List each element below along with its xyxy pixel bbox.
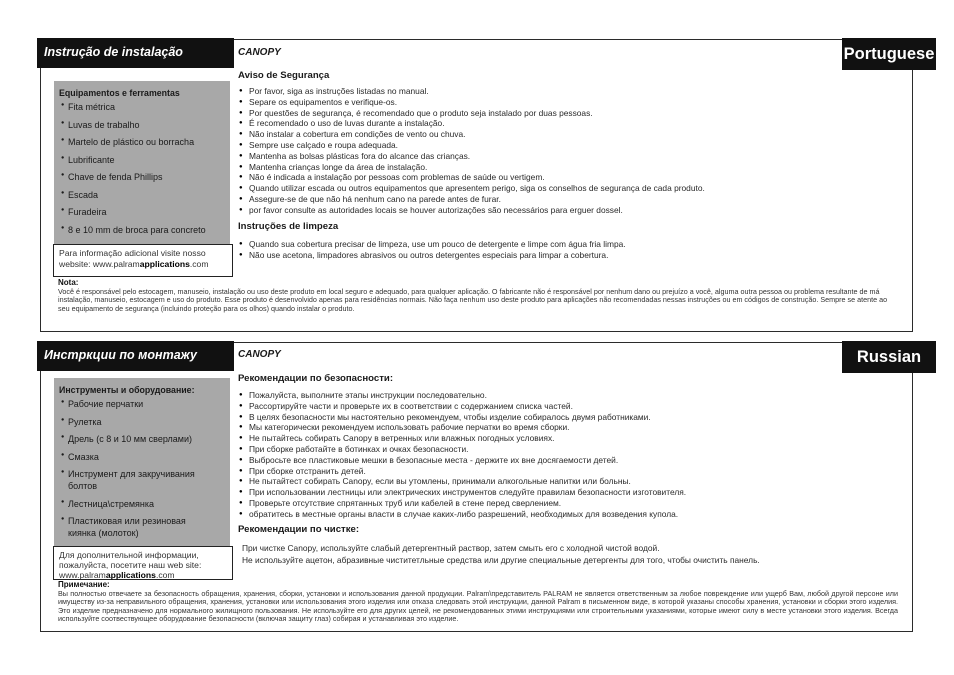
safety-item: ● Mantenha as bolsas plásticas fora do alcance das crianças. [239, 151, 705, 162]
safety-item: ● При использовании лестницы или электрических инструментов следуйте правилам безопасности изготовителя. [239, 487, 686, 498]
product-name: CANOPY [238, 349, 281, 360]
language-label: Portuguese [842, 38, 936, 70]
info-suffix: .com [189, 259, 209, 269]
tool-item: ● Рулетка [59, 416, 224, 428]
safety-item: ● Проверьте отсутствие спрятанных труб или кабелей в стене перед сверлением. [239, 498, 686, 509]
safety-item: ● Пожалуйста, выполните этапы инструкции последовательно. [239, 390, 686, 401]
info-text: Para informação adicional visite nosso website: www.palram [59, 248, 206, 269]
safety-item: ● É recomendado o uso de luvas durante a instalação. [239, 118, 705, 129]
note-text: Вы полностью отвечаете за безопасность обращения, хранения, сборки, установки и использования данной продукции. Palram\представитель PALRAM не является ответственным за любое повреждение или ущерб Вам, любой другой персоне или имуществу из-за неправильного обращения, хранения, установки или использования этого изделия или отказа следовать этой инструкции, данной Palram в письменном виде, в которой указаны способы хранения, установки и сборки этого изделия. Это изделие предназначено для нормального жилищного пользования. Не используйте его для других целей, не рекомендованных этими инструкциями или строительными указаниями, которые имеют силу в месте установки этого изделия. Всегда используйте соотвествующее оборудование безопасности (включая защиту глаз) собирая и устанавливая это изделие. [58, 588, 898, 624]
info-text: Для дополнительной информации, пожалуйста, посетите наш web site: www.palram [59, 550, 202, 580]
safety-list [239, 390, 686, 520]
note-title: Примечание: [58, 580, 110, 589]
russian-section [40, 342, 922, 632]
note [58, 581, 898, 624]
section-header: Инстркции по монтажу [37, 341, 234, 371]
tool-item: ● Chave de fenda Phillips [59, 171, 224, 183]
info-suffix: .com [155, 570, 175, 580]
safety-item: ● Рассортируйте части и проверьте их в соответствии с содержанием списка частей. [239, 401, 686, 412]
cleaning-item: При чистке Canopy, используйте слабый детергентный раствор, затем смыть его с холодной чистой водой. [242, 543, 660, 553]
safety-item: ● Выбросьте все пластиковые мешки в безопасные места - держите их вне досягаемости детей. [239, 455, 686, 466]
safety-item: ● por favor consulte as autoridades locais se houver autorizações são necessários para erguer dossel. [239, 205, 705, 216]
safety-item: ● Sempre use calçado e roupa adequada. [239, 140, 705, 151]
safety-item: ● Мы категорически рекомендуем использовать рабочие перчатки во время сборки. [239, 422, 686, 433]
tools-list [59, 398, 224, 539]
tool-item: ● Lubrificante [59, 154, 224, 166]
tool-item: ● Лестница\стремянка [59, 498, 224, 510]
note-text: Você é responsável pelo estocagem, manuseio, instalação ou uso deste produto em local seguro e adequado, para qualquer aplicação. O fabricante não é responsável por nenhum dano ou prejuízo a você, alguma outra pessoa ou problema resultante de má instalação, manuseio, estocagem e uso do produto. Esse produto é desenvolvido apenas para residências normais. Não faça nenhum uso deste produto para aplicações não recomendadas nessas instruções ou em códigos de construção. Sempre se atente ao seu equipamento de segurança (incluindo proteção para os olhos) quando instalar o produto. [58, 286, 888, 313]
tools-title: Equipamentos e ferramentas [59, 88, 180, 98]
safety-item: ● Não é indicada a instalação por pessoas com problemas de saúde ou vertigem. [239, 172, 705, 183]
tool-item: ● Пластиковая или резиновая киянка (молоток) [59, 515, 213, 539]
safety-item: ● Por favor, siga as instruções listadas no manual. [239, 86, 705, 97]
note [58, 279, 898, 313]
safety-item: ● Не пытайтест собирать Canopy, если вы утомлены, принимали алкогольные напитки или больны. [239, 476, 686, 487]
tool-item: ● Escada [59, 189, 224, 201]
info-box [53, 546, 233, 580]
safety-item: ● Separe os equipamentos e verifique-os. [239, 97, 705, 108]
safety-item: ● Quando utilizar escada ou outros equipamentos que apresentem perigo, siga os conselhos de segurança de cada produto. [239, 183, 705, 194]
cleaning-title: Рекомендации по чистке: [238, 524, 360, 535]
cleaning-title: Instruções de limpeza [238, 221, 339, 232]
safety-title: Aviso de Segurança [238, 70, 330, 81]
language-label: Russian [842, 341, 936, 373]
info-box [53, 244, 233, 277]
tools-box [54, 81, 230, 258]
tool-item: ● Martelo de plástico ou borracha [59, 136, 224, 148]
safety-item: ● В целях безопасности мы настоятельно рекомендуем, чтобы изделие собиралось двумя работниками. [239, 412, 686, 423]
safety-item: ● Не пытайтесь собирать Canopy в ветренных или влажных погодных условиях. [239, 433, 686, 444]
tool-item: ● Смазка [59, 451, 224, 463]
tool-item: ● 8 e 10 mm de broca para concreto [59, 224, 224, 236]
safety-item: ● При сборке работайте в ботинках и очках безопасности. [239, 444, 686, 455]
cleaning-item: ● Não use acetona, limpadores abrasivos ou outros detergentes especiais para limpar a cobertura. [239, 250, 626, 261]
product-name: CANOPY [238, 47, 281, 58]
tool-item: ● Luvas de trabalho [59, 119, 224, 131]
cleaning-text [242, 542, 760, 566]
safety-item: ● Mantenha crianças longe da área de instalação. [239, 162, 705, 173]
safety-title: Рекомендации по безопасности: [238, 373, 394, 384]
safety-item: ● Não instalar a cobertura em condições de vento ou chuva. [239, 129, 705, 140]
tool-item: ● Furadeira [59, 206, 224, 218]
section-header: Instrução de instalação [37, 38, 234, 68]
tool-item: ● Fita métrica [59, 101, 224, 113]
cleaning-item: ● Quando sua cobertura precisar de limpeza, use um pouco de detergente e limpe com água fria limpa. [239, 239, 626, 250]
tool-item: ● Инструмент для закручивания болтов [59, 468, 208, 492]
info-bold: applications [105, 570, 156, 580]
tools-list [59, 101, 224, 236]
safety-item: ● При сборке отстранить детей. [239, 466, 686, 477]
safety-list [239, 86, 705, 216]
safety-item: ● обратитесь в местные органы власти в случае каких-либо разрешений, необходимых для возведения купола. [239, 509, 686, 520]
info-bold: applications [139, 259, 190, 269]
safety-item: ● Assegure-se de que não há nenhum cano na parede antes de furar. [239, 194, 705, 205]
cleaning-list [239, 239, 626, 261]
portuguese-section [40, 39, 935, 332]
tool-item: ● Рабочие перчатки [59, 398, 224, 410]
cleaning-item: Не используйте ацетон, абразивные чиститетльные средства или другие специальные детергенты для того, чтобы очистить панель. [242, 555, 760, 565]
tools-title: Инструменты и оборудование: [59, 385, 195, 395]
note-title: Nota: [58, 278, 79, 287]
tools-box [54, 378, 230, 551]
safety-item: ● Por questões de segurança, é recomendado que o produto seja instalado por duas pessoas. [239, 108, 705, 119]
tool-item: ● Дрель (с 8 и 10 мм сверлами) [59, 433, 224, 445]
